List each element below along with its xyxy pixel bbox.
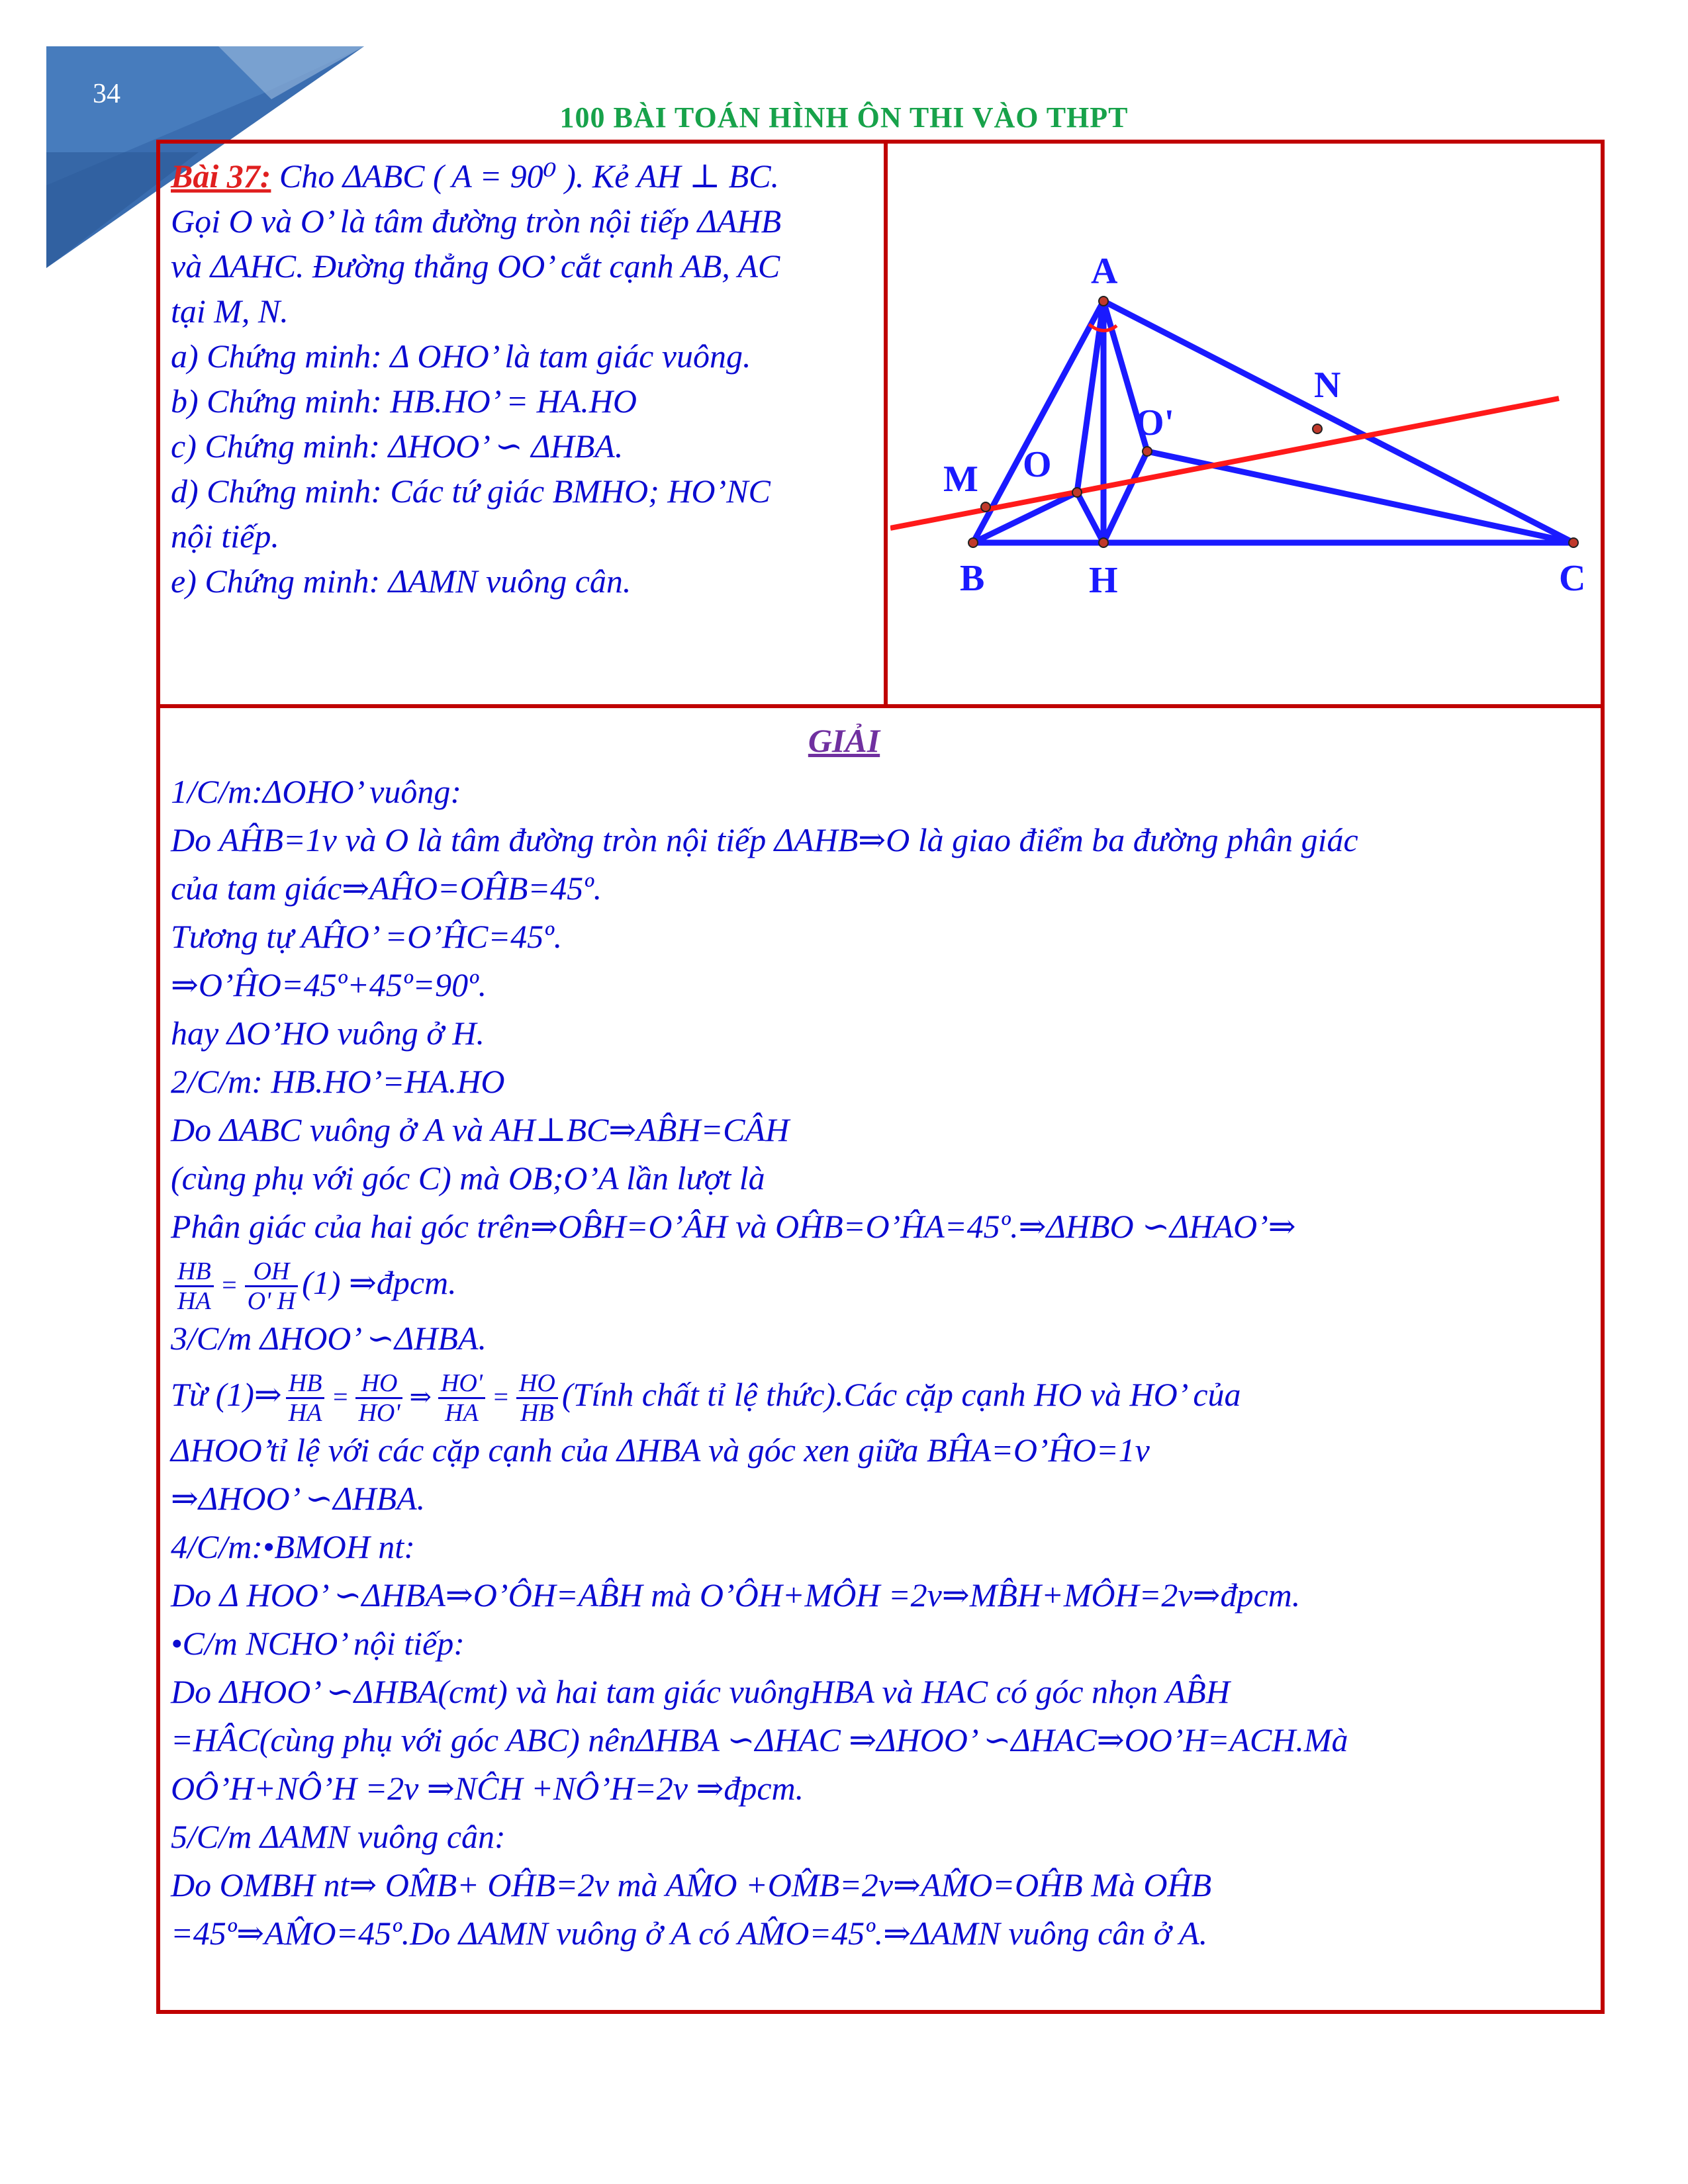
point-c	[1569, 538, 1578, 547]
frame-divider-horizontal	[156, 704, 1605, 708]
fraction: $\frac{HO}{HO'}$	[355, 1369, 402, 1427]
solution-line: 4/C/m:•BMOH nt:	[171, 1528, 415, 1565]
label-o-prime: O'	[1135, 402, 1175, 443]
frame-divider-vertical	[884, 140, 888, 707]
point-o2	[1143, 447, 1152, 456]
problem-line-2: Gọi O và O’ là tâm đường tròn nội tiếp ΔAHB	[171, 203, 782, 240]
solution-line: Phân giác của hai góc trên⇒OB̂H=O’ÂH và OĤB=O’ĤA=45º.⇒ΔHBO ∽ΔHAO’⇒	[171, 1208, 1296, 1245]
segment-oh	[1077, 492, 1103, 543]
problem-line-4: tại M, N.	[171, 293, 289, 330]
point-o	[1072, 488, 1082, 497]
solution-line: =HÂC(cùng phụ với góc ABC) nênΔHBA ∽ΔHAC ⇒ΔHOO’ ∽ΔHAC⇒OO’H=ACH.Mà	[171, 1721, 1348, 1758]
solution-line: ⇒O’ĤO=45º+45º=90º.	[171, 966, 487, 1003]
solution-title: GIẢI	[808, 722, 880, 759]
problem-line-3: và ΔAHC. Đường thẳng OO’ cắt cạnh AB, AC	[171, 248, 780, 285]
solution-line: 3/C/m ΔHOO’ ∽ΔHBA.	[171, 1320, 487, 1357]
solution-line: của tam giác⇒AĤO=OĤB=45º.	[171, 870, 602, 907]
point-a	[1099, 296, 1108, 306]
solution-line: ⇒ΔHOO’ ∽ΔHBA.	[171, 1480, 426, 1517]
label-a: A	[1091, 251, 1118, 292]
solution-line: 5/C/m ΔAMN vuông cân:	[171, 1818, 506, 1855]
solution-line: Do Δ HOO’ ∽ΔHBA⇒O’ÔH=AB̂H mà O’ÔH+MÔH =2v⇒MB̂H+MÔH=2v⇒đpcm.	[171, 1576, 1301, 1614]
fraction-oh-o2h: $\frac{OH}{O' H}$	[245, 1257, 299, 1315]
fraction: $\frac{HB}{HA}$	[286, 1369, 325, 1427]
point-n	[1313, 424, 1322, 433]
solution-line: (cùng phụ với góc C) mà OB;O’A lần lượt là	[171, 1160, 765, 1197]
geometry-figure	[890, 251, 1592, 622]
label-c: C	[1559, 558, 1586, 599]
point-h	[1099, 538, 1108, 547]
page-number: 34	[93, 79, 120, 109]
label-m: M	[943, 459, 978, 500]
problem-statement	[171, 154, 879, 604]
point-b	[968, 538, 978, 547]
fraction: $\frac{HO'}{HA}$	[438, 1369, 485, 1427]
solution-line: Do ΔABC vuông ở A và AH⊥BC⇒AB̂H=CÂH	[171, 1111, 790, 1148]
problem-part-e: e) Chứng minh: ΔAMN vuông cân.	[171, 563, 632, 600]
header-title: 100 BÀI TOÁN HÌNH ÔN THI VÀO THPT	[559, 101, 1129, 134]
equation-2: Từ (1)⇒ $\frac{HB}{HA}$ = $\frac{HO}{HO'}$ ⇒ $\frac{HO'}{HA}$ = $\frac{HO}{HB}$ (Tính chất tỉ lệ thức).Các cặp cạnh HO và HO’ của	[171, 1369, 1241, 1428]
fraction-hb-ha: $\frac{HB}{HA}$	[175, 1257, 214, 1315]
problem-part-b: b) Chứng minh: HB.HO’ = HA.HO	[171, 383, 637, 420]
solution-body	[171, 768, 1594, 1958]
label-o: O	[1023, 444, 1052, 485]
label-b: B	[960, 558, 985, 599]
point-m	[981, 502, 990, 512]
solution-line: •C/m NCHO’ nội tiếp:	[171, 1625, 465, 1662]
solution-line: ΔHOO’tỉ lệ với các cặp cạnh của ΔHBA và góc xen giữa BĤA=O’ĤO=1v	[171, 1432, 1150, 1469]
label-h: H	[1089, 560, 1118, 601]
solution-line: 1/C/m:ΔOHO’ vuông:	[171, 773, 462, 810]
problem-part-a: a) Chứng minh: Δ OHO’ là tam giác vuông.	[171, 338, 751, 375]
problem-part-c: c) Chứng minh: ΔHOO’ ∽ ΔHBA.	[171, 428, 624, 465]
problem-part-d-cont: nội tiếp.	[171, 518, 279, 555]
problem-part-d: d) Chứng minh: Các tứ giác BMHO; HO’NC	[171, 473, 771, 510]
solution-line: Do AĤB=1v và O là tâm đường tròn nội tiếp ΔAHB⇒O là giao điểm ba đường phân giác	[171, 821, 1358, 858]
solution-line: =45º⇒AM̂O=45º.Do ΔAMN vuông ở A có AM̂O=45º.⇒ΔAMN vuông cân ở A.	[171, 1915, 1208, 1952]
solution-line: Tương tự AĤO’ =O’ĤC=45º.	[171, 918, 563, 955]
solution-line: hay ΔO’HO vuông ở H.	[171, 1015, 485, 1052]
label-n: N	[1314, 365, 1341, 406]
solution-line: Do ΔHOO’ ∽ΔHBA(cmt) và hai tam giác vuôngHBA và HAC có góc nhọn AB̂H	[171, 1673, 1230, 1710]
problem-line-1: Bài 37: Cho ΔABC ( A = 90⁰ ). Kẻ AH ⊥ BC.	[171, 158, 780, 195]
solution-line: Do OMBH nt⇒ OM̂B+ OĤB=2v mà AM̂O +OM̂B=2v⇒AM̂O=OĤB Mà OĤB	[171, 1866, 1212, 1903]
equation-1: $\frac{HB}{HA}$ = $\frac{OH}{O' H}$ (1) ⇒đpcm.	[171, 1251, 1594, 1314]
solution-line: OÔ’H+NÔ’H =2v ⇒NĈH +NÔ’H=2v ⇒đpcm.	[171, 1770, 804, 1807]
solution-line: 2/C/m: HB.HO’=HA.HO	[171, 1063, 505, 1100]
fraction: $\frac{HO}{HB}$	[516, 1369, 558, 1427]
problem-label: Bài 37:	[171, 158, 271, 195]
segment-o2h	[1103, 451, 1147, 543]
